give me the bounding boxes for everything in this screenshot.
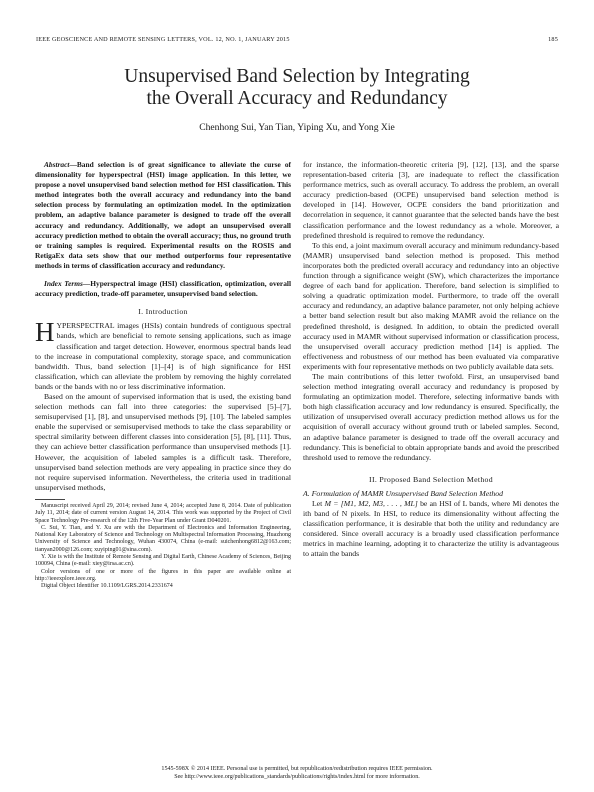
- index-terms-label: Index Terms: [44, 279, 83, 289]
- formulation-text-start: Let: [312, 499, 325, 508]
- title-line-1: Unsupervised Band Selection by Integrating: [124, 66, 470, 87]
- copyright-footer: [40, 766, 554, 781]
- footnote-manuscript: Manuscript received April 29, 2014; revised June 4, 2014; accepted June 8, 2014. Date of publication July 11, 2014; date of current version August 14, 2014. This work was supported by the Project of Civil Space Technology Pre-research of the 12th Five-Year Plan under Grant D040201.: [35, 502, 291, 524]
- author-list: Chenhong Sui, Yan Tian, Yiping Xu, and Yong Xie: [199, 122, 395, 133]
- footnotes: [35, 503, 291, 591]
- body-paragraph-continued: for instance, the information-theoretic criteria [9], [12], [13], and the sparse representation-based criteria [3], are inadequate to reflect the classification performance metrics, such as overall accuracy. To address the problem, an overall accuracy prediction-based (OCPE) unsupervised band selection method is developed in [14]. However, OCPE considers the band prioritization and decorrelation in sequence, it cannot guarantee that the selected bands have the best classification performance and the lowest redundancy as a whole. Moreover, a predefined threshold is required to remove the redundancy.: [303, 160, 559, 240]
- section-heading-method: II. Proposed Band Selection Method: [369, 474, 493, 484]
- paper-title: [40, 66, 554, 110]
- footnote-color-versions: Color versions of one or more of the figures in this paper are available online at http://ieeexplore.ieee.org.: [35, 568, 291, 582]
- rights-link-line: See http://www.ieee.org/publications_standards/publications/rights/index.html for more information.: [174, 773, 420, 780]
- drop-cap: H: [35, 317, 55, 348]
- footnote-divider: [35, 499, 65, 500]
- abstract-text: —Band selection is of great significance to alleviate the curse of dimensionality for hyperspectral (HSI) image application. In this letter, we propose a novel unsupervised band selection method for HSI classification. This method integrates both the overall accuracy and redundancy into the band selection process by formulating an optimization model. In the optimization problem, an adaptive balance parameter is designed to trade off the overall accuracy and redundancy. Additionally, we adopt an unsupervised overall accuracy prediction method to obtain the overall accuracy; thus, no ground truth or training samples is required. Experimental results on the ROSIS and RetigaEx data sets show that our method outperforms four representative methods in terms of classification accuracy and redundancy.: [35, 160, 291, 270]
- index-terms-text: —Hyperspectral image (HSI) classification, optimization, overall accuracy prediction, trade-off parameter, unsupervised band selection.: [35, 279, 291, 299]
- body-paragraph-mamr: To this end, a joint maximum overall accuracy and minimum redundancy-based (MAMR) unsupervised band selection method is proposed. This method incorporates both the predicted overall accuracy and redundancy into an objective function through a significance weight (SW), which characterizes the importance degree of each band for application. Therefore, band selection is simplified to solving a quadratic optimization model. Furthermore, to trade off the overall accuracy and redundancy, an adaptive balance parameter, not only helping achieve a better band selection result but also making MAMR avoid the reliance on the predefined threshold, is designed. In addition, to obtain the predicted overall accuracy used in MAMR without supervised information or classification process, the unsupervised overall accuracy prediction method [14] is applied. The effectiveness and robustness of our method has been evaluated via comparative experiments with four representative methods on two publicly available data sets.: [303, 240, 559, 371]
- subsection-heading-a: A. Formulation of MAMR Unsupervised Band Selection Method: [303, 488, 504, 498]
- footnote-affiliation-1: C. Sui, Y. Tian, and Y. Xu are with the Department of Electronics and Information Engineering, National Key Laboratory of Science and Technology on Multispectral Information Processing, Huazhong University of Science and Technology, Wuhan 430074, China (e-mail: suichenhong6812@163.com; tianyan2000@126.com; xuyiping01@sina.com).: [35, 524, 291, 553]
- index-terms: [35, 279, 291, 299]
- running-head: [36, 36, 558, 43]
- formulation-text-rest: be an HSI of L bands, where Mi denotes the ith band of N pixels. In HSI, to reduce its dimensionality without affecting the classification performance, it is desirable that both the utility and redundancy are considered. Since overall accuracy is a broadly used classification performance metrics in machine learning, adopting it to characterize the utility is advantageous to attain the bands: [303, 499, 560, 559]
- abstract: [35, 160, 291, 271]
- intro-paragraph-2: Based on the amount of supervised information that is used, the existing band selection methods can fall into three categories: the supervised [5]–[7], semisupervised [1], [8], and unsupervised methods [9], [10]. The labeled samples enable the supervised or semisupervised methods to take the class separability or spectral similarity between different classes into consideration [5], [8], [11]. Thus, they can achieve better classification performance than unsupervised methods [1]. However, the acquisition of labeled samples is a difficult task. Therefore, unsupervised band selection methods are very appealing in practice since they do not require supervised information. Nevertheless, the criteria used in traditional unsupervised methods,: [35, 391, 291, 492]
- title-line-2: the Overall Accuracy and Redundancy: [146, 88, 448, 109]
- left-column: [35, 160, 291, 590]
- abstract-label: Abstract: [44, 160, 70, 169]
- page-number: 185: [548, 36, 558, 43]
- right-column: [303, 160, 559, 560]
- journal-header: IEEE GEOSCIENCE AND REMOTE SENSING LETTERS, VOL. 12, NO. 1, JANUARY 2015: [36, 36, 290, 43]
- body-paragraph-contributions: The main contributions of this letter twofold. First, an unsupervised band selection method integrating overall accuracy and redundancy is proposed by formulating an optimization model. Therefore, selecting informative bands with both high classification accuracy and low redundancy is ensured. Specifically, the utilization of unsupervised overall accuracy prediction method allows us for the acquisition of overall accuracy without ground truth or labeled samples. Second, an adaptive balance parameter is designed to trade off the overall accuracy and redundancy. This is beneficial to obtain appropriate bands and avoid the prescribed threshold used to remove the redundancy.: [303, 371, 559, 462]
- footnote-affiliation-2: Y. Xie is with the Institute of Remote Sensing and Digital Earth, Chinese Academy of Sciences, Beijing 100094, China (e-mail: xiey@irsa.ac.cn).: [35, 553, 291, 568]
- equation-band-set: M = [M1, M2, M3, . . . , ML]: [324, 499, 418, 508]
- copyright-line: 1545-598X © 2014 IEEE. Personal use is permitted, but republication/redistribution requires IEEE permission.: [161, 766, 433, 772]
- body-paragraph-formulation: [303, 499, 559, 560]
- footnote-doi: Digital Object Identifier 10.1109/LGRS.2014.2331674: [41, 583, 173, 590]
- intro-paragraph-1-text: YPERSPECTRAL images (HSIs) contain hundreds of contiguous spectral bands, which are beneficial to remote sensing applications, such as image classification and target detection. However, enormous spectral bands lead to the increase in computational complexity, storage space, and communication bandwidth. Thus, band selection [1]–[4] is of high significance for HSI classification, which can alleviate the problem by removing the highly correlated bands or the bands with no or less discriminative information.: [35, 321, 291, 391]
- section-heading-introduction: I. Introduction: [138, 307, 188, 317]
- intro-paragraph-1: [35, 317, 291, 392]
